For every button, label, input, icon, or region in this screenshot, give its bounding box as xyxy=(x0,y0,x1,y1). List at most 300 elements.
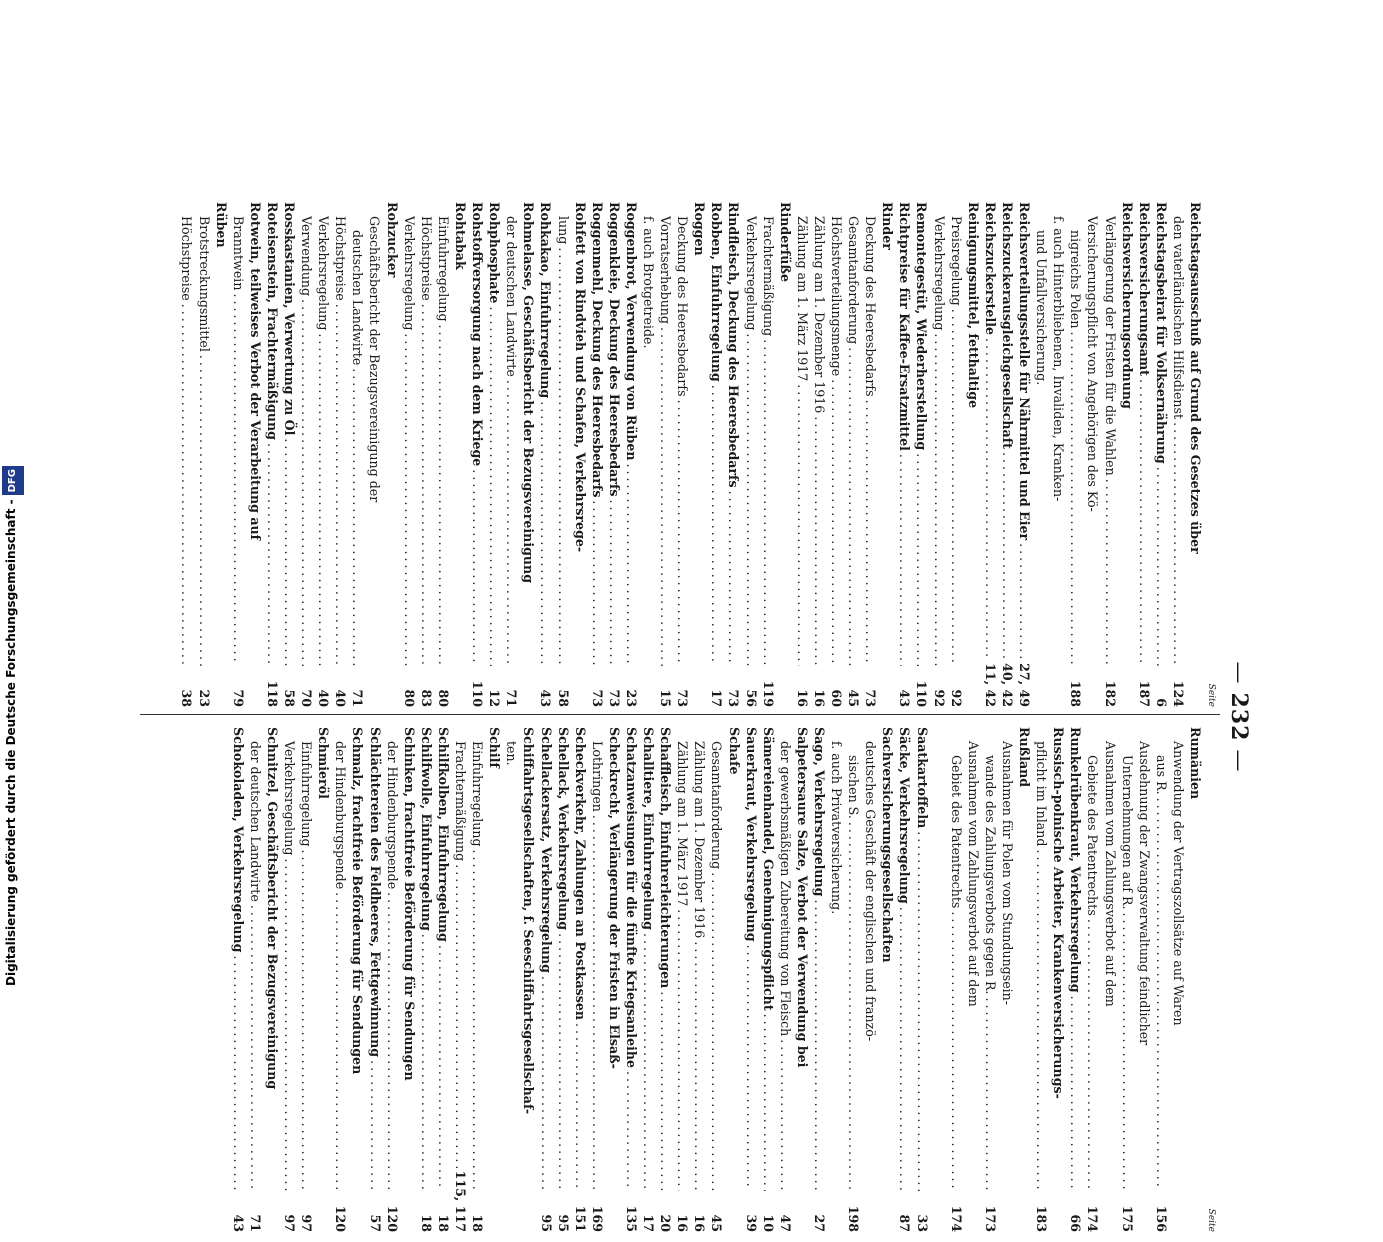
index-entry-page: 43 xyxy=(538,689,554,707)
index-entry xyxy=(230,727,247,1232)
leader-dots xyxy=(418,304,435,666)
leader-dots xyxy=(537,401,554,666)
index-entry-text: Deckung des Heeresbedarfs xyxy=(863,216,879,397)
index-entry xyxy=(999,727,1016,1232)
index-entry xyxy=(845,202,862,707)
index-entry xyxy=(914,727,931,1232)
index-entry-text: Schalltiere, Einfuhrregelung xyxy=(641,727,657,930)
index-entry-page: 135 xyxy=(624,1205,639,1232)
leader-dots xyxy=(1119,913,1136,1192)
index-entry-text: Zählung am 1. März 1917 xyxy=(794,216,810,382)
index-entry xyxy=(1136,727,1153,1232)
index-entry xyxy=(452,727,469,1232)
index-entry-text: Verkehrsregelung xyxy=(931,216,947,331)
index-entry xyxy=(1101,202,1118,707)
index-entry xyxy=(708,727,725,1232)
leader-dots xyxy=(982,338,999,660)
index-entry-text: Frachtermäßigung xyxy=(453,741,469,862)
index-entry-text: Rindfleisch, Deckung des Heeresbedarfs xyxy=(726,202,742,488)
index-entry-text: der Hindenburgspende xyxy=(333,741,349,890)
index-entry-text: deutsches Geschäft der englischen und franzö- xyxy=(863,741,879,1042)
index-entry xyxy=(401,727,418,1232)
index-entry-page: 151 xyxy=(572,1205,588,1232)
index-entry-text: pflicht im Inland xyxy=(1034,741,1050,847)
index-entry xyxy=(469,202,486,707)
index-entry-text: Gesamtanforderung xyxy=(709,741,725,870)
leader-dots xyxy=(401,333,418,666)
index-entry xyxy=(1119,202,1136,707)
index-entry xyxy=(862,727,879,1232)
index-entry-text: Zählung am 1. Dezember 1916 xyxy=(692,741,708,939)
index-entry xyxy=(982,727,999,1232)
index-entry xyxy=(1170,202,1187,707)
index-entry-text: f. auch Privatversicherung. xyxy=(829,741,845,915)
index-entry-page: 70 xyxy=(299,689,315,707)
index-entry-text: Rüben xyxy=(213,202,229,248)
index-entry-text: Einfuhrregelung xyxy=(299,741,315,847)
seite-label: Seite xyxy=(1206,683,1216,707)
index-entry xyxy=(811,202,828,707)
leader-dots xyxy=(230,955,247,1191)
index-entry-text: Scheckverkehr, Zahlungen an Postkassen xyxy=(572,727,588,1021)
leader-dots xyxy=(332,892,349,1191)
index-entry xyxy=(691,727,708,1232)
leader-dots xyxy=(606,499,623,666)
index-entry xyxy=(657,727,674,1232)
footer-credit xyxy=(0,0,22,1000)
index-entry xyxy=(999,202,1016,707)
leader-dots xyxy=(999,452,1016,660)
index-entry-page: 57 xyxy=(367,1214,383,1232)
leader-dots xyxy=(435,325,452,666)
index-entry-text: der deutschen Landwirte xyxy=(247,741,263,902)
index-entry xyxy=(1016,727,1033,1232)
index-entry xyxy=(520,202,537,707)
index-entry xyxy=(828,202,845,707)
index-entry-text: Schellackersatz, Verkehrsregelung xyxy=(538,727,554,973)
leader-dots xyxy=(811,416,828,666)
index-entry-text: Höchstpreise xyxy=(179,216,195,301)
index-entry-text: Roggen xyxy=(692,202,708,256)
index-entry-text: Gesamtanforderung xyxy=(846,216,862,345)
index-entry xyxy=(948,727,965,1232)
index-entry xyxy=(828,727,845,1232)
leader-dots xyxy=(281,438,298,666)
leader-dots xyxy=(230,293,247,666)
index-entry-text: Roggenbrot, Verwendung von Rüben xyxy=(623,202,639,461)
leader-dots xyxy=(896,454,913,666)
index-entry xyxy=(1084,727,1101,1232)
leader-dots xyxy=(725,491,742,666)
index-entry xyxy=(384,727,401,1232)
footer-text: Digitalisierung gefördert durch die Deutsche Forschungsgemeinschaft - xyxy=(4,499,18,986)
leader-dots xyxy=(452,864,469,1167)
index-entry-text: Verlängerung der Fristen für die Wahlen xyxy=(1102,216,1118,476)
index-entry-text: Höchstpreise xyxy=(333,216,349,301)
index-entry-text: Vorratserhebung xyxy=(658,216,674,324)
index-entry-text: nigreichs Polen xyxy=(1068,230,1084,329)
index-entry xyxy=(572,727,589,1232)
index-entry xyxy=(657,202,674,707)
index-entry xyxy=(1084,202,1101,707)
entries-right xyxy=(230,727,1204,1232)
index-entry-text: Rohkakao, Einfuhrregelung xyxy=(538,202,554,399)
leader-dots xyxy=(623,1071,640,1191)
leader-dots xyxy=(760,339,777,666)
leader-dots xyxy=(469,850,486,1191)
index-entry-page: 169 xyxy=(589,1205,605,1232)
index-entry-text: Rohtabak xyxy=(452,202,468,270)
index-entry-text: Schmieröl xyxy=(316,727,332,799)
index-entry-text: Reichstagsausschuß auf Grund des Gesetzes über xyxy=(1188,202,1203,554)
leader-dots xyxy=(640,933,657,1191)
index-entry-page: 119 xyxy=(760,680,776,707)
index-entry-text: Scheckrecht, Verlängerung der Fristen in Elsaß- xyxy=(606,727,622,1069)
index-entry xyxy=(264,727,281,1232)
index-entry-text: f. auch Brotgetreide. xyxy=(641,216,656,349)
index-entry xyxy=(879,727,896,1232)
leader-dots xyxy=(315,333,332,666)
index-entry xyxy=(486,202,503,707)
index-entry-page: 120 xyxy=(333,1205,349,1232)
index-entry-text: Höchstverteilungsmenge xyxy=(829,216,845,377)
index-entry-text: Einfuhrregelung xyxy=(435,216,451,322)
index-entry xyxy=(896,202,913,707)
index-entry xyxy=(469,727,486,1232)
leader-dots xyxy=(1067,331,1084,666)
index-entry-text: Rohphosphate xyxy=(487,202,503,304)
index-entry-page: 15 xyxy=(658,689,674,707)
leader-dots xyxy=(589,815,606,1191)
leader-dots xyxy=(828,379,845,666)
index-entry-text: ten. xyxy=(504,741,520,766)
index-entry-text: Säcke, Verkehrsregelung xyxy=(897,727,913,904)
index-entry-page: 16 xyxy=(794,689,810,707)
index-entry-page: 47 xyxy=(777,1214,793,1232)
index-entry xyxy=(281,202,298,707)
leader-dots xyxy=(418,934,435,1191)
index-entry-text: Reichszuckerausgleichgesellschaft xyxy=(999,202,1015,449)
index-entry-page: 92 xyxy=(931,689,947,707)
leader-dots xyxy=(589,500,606,666)
leader-dots xyxy=(743,945,760,1191)
index-entry-page: 58 xyxy=(282,689,298,707)
leader-dots xyxy=(674,400,691,666)
entries-left xyxy=(178,202,1204,707)
index-entry-text: Schellack, Verkehrsregelung xyxy=(555,727,571,931)
index-entry-text: Reichsversicherungsordnung xyxy=(1119,202,1135,409)
leader-dots xyxy=(554,247,571,666)
index-entry-page: 58 xyxy=(555,689,571,707)
index-entry-text: f. auch Hinterbliebenen, Invaliden, Kranken- xyxy=(1051,216,1067,502)
index-entry-text: Zählung am 1. Dezember 1916 xyxy=(811,216,827,414)
index-entry xyxy=(281,727,298,1232)
index-entry xyxy=(1050,727,1067,1232)
index-entry xyxy=(537,727,554,1232)
leader-dots xyxy=(862,400,879,666)
index-entry-text: Roggenkleie, Deckung des Heeresbedarfs xyxy=(606,202,622,497)
leader-dots xyxy=(1067,996,1084,1191)
index-entry-text: Lothringen xyxy=(589,741,605,812)
index-entry-text: Sachversicherungsgesellschaften xyxy=(880,727,896,963)
leader-dots xyxy=(674,909,691,1191)
index-entry-text: Rumänien xyxy=(1188,727,1203,800)
index-entry-text: Schatzanweisungen für die fünfte Kriegsanleihe xyxy=(624,727,639,1069)
index-entry xyxy=(589,202,606,707)
leader-dots xyxy=(1016,543,1033,660)
index-entry-text: Schnitzel, Geschäftsbericht der Bezugsvereinigung xyxy=(265,727,281,1090)
index-entry-text: Gebiete des Patentrechts xyxy=(1085,755,1101,916)
index-entry-text: Schokoladen, Verkehrsregelung xyxy=(230,727,246,953)
index-entry-text: Rohmelasse, Geschäftsbericht der Bezugsvereinigung xyxy=(521,202,537,584)
index-entry xyxy=(366,202,383,707)
index-entry-text: Versicherungspflicht von Angehörigen des Kö- xyxy=(1085,216,1101,512)
index-entry xyxy=(213,202,230,707)
leader-dots xyxy=(349,368,366,666)
index-entry xyxy=(503,202,520,707)
index-entry-text: Remontegestüt, Wiederherstellung xyxy=(914,202,930,451)
index-entry xyxy=(794,202,811,707)
index-entry-text: Verkehrsregelung xyxy=(316,216,332,331)
index-entry-page: 173 xyxy=(982,1205,998,1232)
leader-dots xyxy=(691,941,708,1191)
index-entry-text: Sago, Verkehrsregelung xyxy=(812,727,828,897)
leader-dots xyxy=(384,892,401,1191)
index-entry xyxy=(1050,202,1067,707)
index-entry-page: 23 xyxy=(623,689,639,707)
index-entry-text: Frachtermäßigung xyxy=(760,216,776,337)
index-entry-page: 40 xyxy=(316,689,332,707)
leader-dots xyxy=(1153,467,1170,666)
leader-dots xyxy=(845,822,862,1191)
index-entry-page: 43 xyxy=(230,1214,246,1232)
index-entry-page: 17 xyxy=(709,689,725,707)
index-entry-page: 18 xyxy=(470,1214,486,1232)
index-entry-text: der deutschen Landwirte xyxy=(504,216,520,377)
leader-dots xyxy=(845,347,862,666)
section-gap xyxy=(931,727,948,1232)
index-entry xyxy=(178,202,195,707)
leader-dots xyxy=(572,1023,589,1191)
index-entry-text: Schinken, frachtfreie Beförderung für Sendungen xyxy=(401,727,417,1081)
index-column-left xyxy=(178,202,1218,707)
index-entry-page: 73 xyxy=(606,689,622,707)
index-entry xyxy=(1136,202,1153,707)
index-entry-text: Schafe xyxy=(726,727,742,775)
leader-dots xyxy=(555,933,572,1191)
index-entry-page: 198 xyxy=(846,1205,862,1232)
index-entry-text: und Unfallversicherung. xyxy=(1034,230,1050,386)
leader-dots xyxy=(435,945,452,1191)
index-entry xyxy=(1101,727,1118,1232)
index-entry-text: Verkehrsregelung xyxy=(743,216,759,331)
leader-dots xyxy=(811,899,828,1191)
index-entry xyxy=(435,727,452,1232)
leader-dots xyxy=(623,464,640,666)
leader-dots xyxy=(195,355,212,666)
index-entry xyxy=(708,202,725,707)
index-entry xyxy=(674,202,691,707)
index-entry xyxy=(948,202,965,707)
leader-dots xyxy=(913,453,930,666)
leader-dots xyxy=(708,385,725,666)
index-entry xyxy=(264,202,281,707)
index-entry-page: 174 xyxy=(948,1205,964,1232)
index-entry xyxy=(606,727,623,1232)
index-entry xyxy=(367,727,384,1232)
index-entry-page: 33 xyxy=(914,1214,930,1232)
index-entry-page: 16 xyxy=(692,1214,708,1232)
index-page xyxy=(130,192,1260,1242)
index-entry xyxy=(640,202,657,707)
index-entry xyxy=(247,202,264,707)
index-entry-page: 71 xyxy=(350,689,366,707)
index-entry-page: 39 xyxy=(743,1214,759,1232)
index-entry-text: Richtpreise für Kaffee-Ersatzmittel xyxy=(897,202,913,451)
index-entry-text: der gewerbsmäßigen Zubereitung von Fleisch xyxy=(777,741,793,1037)
index-entry xyxy=(1153,202,1170,707)
index-entry-text: Höchstpreise xyxy=(418,216,434,301)
index-entry xyxy=(760,727,777,1232)
leader-dots xyxy=(1033,850,1050,1192)
index-entry-page: 182 xyxy=(1102,680,1118,707)
index-entry-text: Preisregelung xyxy=(948,216,964,306)
leader-dots xyxy=(1170,422,1187,666)
index-entry-page: 17 xyxy=(641,1214,657,1232)
index-entry-page: 79 xyxy=(230,689,246,707)
index-entry-page: 38 xyxy=(179,689,195,707)
index-entry-text: Roggenmehl, Deckung des Heeresbedarfs xyxy=(589,202,605,498)
index-entry-page: 156 xyxy=(1153,1205,1169,1232)
leader-dots xyxy=(948,911,965,1191)
index-entry xyxy=(332,202,349,707)
index-entry-page: 97 xyxy=(299,1214,315,1232)
index-entry-text: der Hindenburgspende xyxy=(384,741,400,890)
index-entry-page: 83 xyxy=(418,689,434,707)
leader-dots xyxy=(931,333,948,666)
index-entry-text: Deckung des Heeresbedarfs xyxy=(675,216,691,397)
leader-dots xyxy=(794,384,811,666)
index-entry-page: 12 xyxy=(487,689,503,707)
index-entry-text: Geschäftsbericht der Bezugsvereinigung der xyxy=(367,216,383,503)
index-entry-page: 43 xyxy=(897,689,913,707)
index-entry xyxy=(384,202,401,707)
index-entry xyxy=(195,202,212,707)
index-entry-text: Saatkartoffeln xyxy=(914,727,930,829)
leader-dots xyxy=(281,858,298,1191)
leader-dots xyxy=(657,991,674,1191)
index-entry-text: Branntwein xyxy=(230,216,246,291)
index-entry-page: 124 xyxy=(1170,680,1186,707)
index-entry xyxy=(315,202,332,707)
index-entry-text: Reinigungsmittel, fetthaltige xyxy=(965,202,981,409)
index-entry-text: aus R. xyxy=(1153,755,1169,795)
index-entry-page: 40, 42 xyxy=(999,663,1015,707)
index-entry xyxy=(879,202,896,707)
index-entry-page: 183 xyxy=(1034,1205,1050,1232)
index-column-right xyxy=(230,727,1218,1232)
leader-dots xyxy=(742,333,759,666)
index-entry xyxy=(589,727,606,1232)
index-entry xyxy=(811,727,828,1232)
leader-dots xyxy=(469,469,486,666)
leader-dots xyxy=(298,850,315,1191)
index-entry xyxy=(332,727,349,1232)
index-entry xyxy=(1033,727,1050,1232)
index-entry xyxy=(503,727,520,1232)
index-entry-text: Ausdehnung der Zwangsverwaltung feindlicher xyxy=(1136,741,1152,1046)
index-entry xyxy=(486,727,503,1232)
index-entry xyxy=(640,727,657,1232)
index-entry xyxy=(606,202,623,707)
index-entry-page: 71 xyxy=(247,1214,263,1232)
page-number: — 232 — xyxy=(1226,661,1252,773)
index-entry-page: 23 xyxy=(196,689,212,707)
index-entry-page: 187 xyxy=(1136,680,1152,707)
index-entry-text: Gebiet des Patentrechts xyxy=(948,755,964,909)
index-entry xyxy=(777,727,794,1232)
index-entry xyxy=(1119,727,1136,1232)
index-entry xyxy=(691,202,708,707)
index-entry xyxy=(760,202,777,707)
index-entry xyxy=(896,727,913,1232)
index-entry xyxy=(743,727,760,1232)
index-entry-text: Schaffleisch, Einfuhrerleichterungen xyxy=(658,727,674,989)
index-entry xyxy=(349,727,366,1232)
index-entry xyxy=(554,202,571,707)
index-entry xyxy=(931,202,948,707)
index-entry-text: Reichszuckerstelle xyxy=(982,202,998,336)
index-entry-text: Sämereienhandel, Genehmigungspflicht xyxy=(760,727,776,1011)
index-entry xyxy=(315,727,332,1232)
index-entry xyxy=(537,202,554,707)
leader-dots xyxy=(503,380,520,666)
leader-dots xyxy=(1101,479,1118,666)
leader-dots xyxy=(948,309,965,666)
index-entry-text: Reichsverteilungsstelle für Nährmittel und Eier xyxy=(1017,202,1033,541)
index-entry-text: lung xyxy=(555,216,571,245)
leader-dots xyxy=(298,299,315,666)
index-entry-page: 80 xyxy=(401,689,417,707)
index-entry-page: 97 xyxy=(282,1214,298,1232)
index-entry-text: Ausnahmen vom Zahlungsverbot auf dem xyxy=(965,741,981,1007)
index-entry-page: 95 xyxy=(555,1214,571,1232)
index-entry-text: Ausnahmen vom Zahlungsverbot auf dem xyxy=(1102,741,1118,1007)
leader-dots xyxy=(367,1060,384,1191)
index-entry-page: 73 xyxy=(726,689,742,707)
index-entry xyxy=(1016,202,1033,707)
index-entry-page: 6 xyxy=(1153,698,1169,707)
index-entry-page: 40 xyxy=(333,689,349,707)
leader-dots xyxy=(1136,379,1153,666)
index-entry-text: Robben, Einfuhrregelung xyxy=(709,202,725,382)
index-entry xyxy=(1067,202,1084,707)
index-entry-text: Rußland xyxy=(1017,727,1033,788)
index-entry xyxy=(674,727,691,1232)
index-entry-text: Rinder xyxy=(880,202,896,250)
index-entry xyxy=(777,202,794,707)
index-entry-page: 16 xyxy=(811,689,827,707)
index-entry-text: Salpetersaure Salze, Verbot der Verwendung bei xyxy=(794,727,810,1068)
index-entry xyxy=(965,727,982,1232)
index-entry xyxy=(725,727,742,1232)
index-entry-text: Unternehmungen auf R. xyxy=(1119,755,1135,910)
index-entry-page: 95 xyxy=(538,1214,554,1232)
index-entry-page: 45 xyxy=(709,1214,725,1232)
index-entry xyxy=(623,727,640,1232)
seite-label: Seite xyxy=(1206,1208,1216,1232)
index-entry xyxy=(1067,727,1084,1232)
